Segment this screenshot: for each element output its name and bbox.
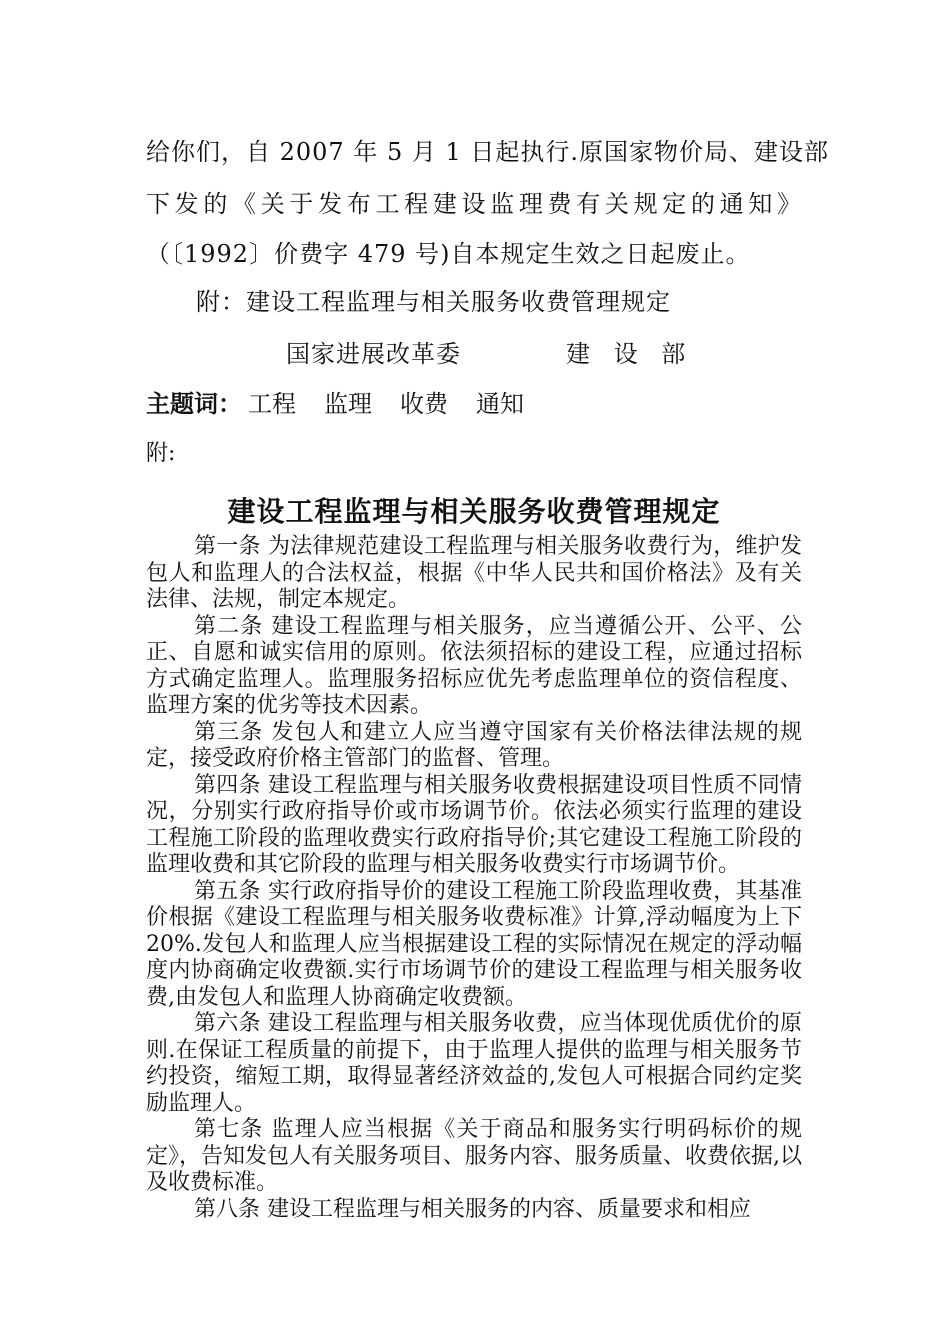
signatory-ndrc: 国家进展改革委 bbox=[286, 340, 461, 368]
keywords-label: 主题词： bbox=[146, 390, 242, 418]
article-2: 第二条 建设工程监理与相关服务，应当遵循公开、公平、公正、自愿和诚实信用的原则。依法须招标的建设工程，应通过招标方式确定监理人。监理服务招标应优先考虑监理单位的资信程度、监理方案的优劣等技术因素。 bbox=[146, 613, 802, 718]
attachment-line: 附：建设工程监理与相关服务收费管理规定 bbox=[196, 288, 671, 316]
intro-line-2: 下发的《关于发布工程建设监理费有关规定的通知》 bbox=[146, 190, 802, 218]
article-5: 第五条 实行政府指导价的建设工程施工阶段监理收费，其基准价根据《建设工程监理与相关服务收费标准》计算,浮动幅度为上下 20%.发包人和监理人应当根据建设工程的实际情况在规定的浮动幅度内协商确定收费额.实行市场调节价的建设工程监理与相关服务收费,由发包人和监理人协商确定收费额。 bbox=[146, 878, 802, 1010]
article-3: 第三条 发包人和建立人应当遵守国家有关价格法律法规的规定，接受政府价格主管部门的监督、管理。 bbox=[146, 719, 802, 771]
attachment-marker: 附: bbox=[146, 441, 176, 466]
article-4: 第四条 建设工程监理与相关服务收费根据建设项目性质不同情况，分别实行政府指导价或市场调节价。依法必须实行监理的建设工程施工阶段的监理收费实行政府指导价;其它建设工程施工阶段的监理收费和其它阶段的监理与相关服务收费实行市场调节价。 bbox=[146, 772, 802, 877]
intro-line-1: 给你们，自 2007 年 5 月 1 日起执行.原国家物价局、建设部 bbox=[146, 138, 830, 166]
keyword-item: 通知 bbox=[476, 390, 524, 418]
article-1: 第一条 为法律规范建设工程监理与相关服务收费行为，维护发包人和监理人的合法权益，根据《中华人民共和国价格法》及有关法律、法规，制定本规定。 bbox=[146, 534, 802, 612]
regulation-title: 建设工程监理与相关服务收费管理规定 bbox=[227, 495, 721, 528]
regulation-body bbox=[146, 534, 802, 1223]
keyword-item: 工程 bbox=[248, 390, 296, 418]
article-8: 第八条 建设工程监理与相关服务的内容、质量要求和相应 bbox=[194, 1196, 751, 1222]
signatory-ministry: 建 设 部 bbox=[566, 340, 694, 368]
keyword-item: 监理 bbox=[324, 390, 372, 418]
article-6: 第六条 建设工程监理与相关服务收费，应当体现优质优价的原则.在保证工程质量的前提下，由于监理人提供的监理与相关服务节约投资，缩短工期，取得显著经济效益的,发包人可根据合同约定奖励监理人。 bbox=[146, 1011, 802, 1116]
article-7: 第七条 监理人应当根据《关于商品和服务实行明码标价的规定》，告知发包人有关服务项目、服务内容、服务质量、收费依据,以及收费标准。 bbox=[146, 1117, 802, 1195]
intro-line-3: （〔1992〕价费字 479 号)自本规定生效之日起废止。 bbox=[146, 240, 751, 268]
keyword-item: 收费 bbox=[400, 390, 448, 418]
